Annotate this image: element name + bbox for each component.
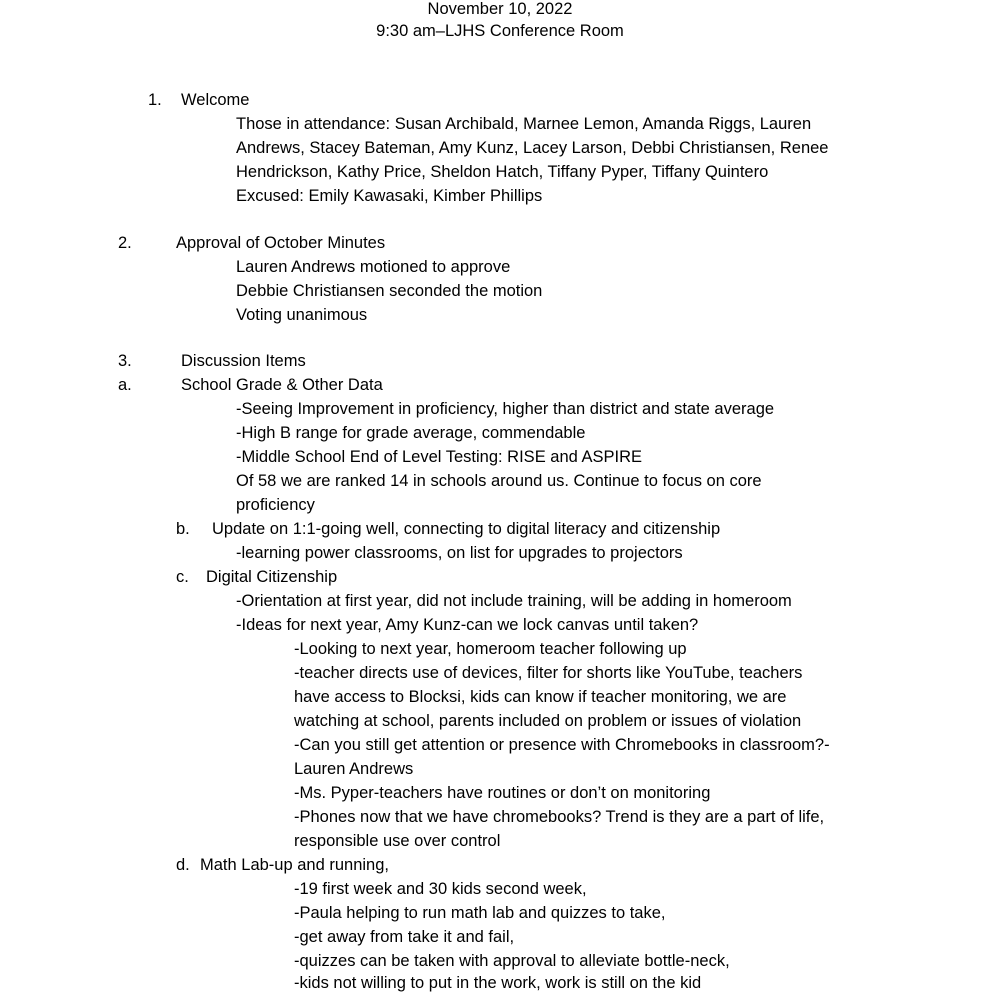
attendance-line: Hendrickson, Kathy Price, Sheldon Hatch, Tiffany Pyper, Tiffany Quintero bbox=[236, 163, 769, 181]
digital-citizenship-subline: -teacher directs use of devices, filter for shorts like YouTube, teachers bbox=[294, 664, 803, 682]
one-to-one-title: Update on 1:1-going well, connecting to digital literacy and citizenship bbox=[212, 520, 721, 538]
attendance-line: Those in attendance: Susan Archibald, Marnee Lemon, Amanda Riggs, Lauren bbox=[236, 115, 812, 133]
excused-line: Excused: Emily Kawasaki, Kimber Phillips bbox=[236, 187, 543, 205]
school-grade-title: School Grade & Other Data bbox=[181, 376, 383, 394]
math-lab-line: -19 first week and 30 kids second week, bbox=[294, 880, 587, 898]
subitem-marker-b: b. bbox=[176, 520, 190, 538]
digital-citizenship-line: -Ideas for next year, Amy Kunz-can we lock canvas until taken? bbox=[236, 616, 699, 634]
math-lab-line: -kids not willing to put in the work, work is still on the kid bbox=[294, 974, 702, 992]
meeting-date: November 10, 2022 bbox=[427, 0, 573, 18]
subitem-marker-a: a. bbox=[118, 376, 132, 394]
digital-citizenship-subline: have access to Blocksi, kids can know if teacher monitoring, we are bbox=[294, 688, 787, 706]
one-to-one-line: -learning power classrooms, on list for upgrades to projectors bbox=[236, 544, 683, 562]
digital-citizenship-line: -Orientation at first year, did not include training, will be adding in homeroom bbox=[236, 592, 792, 610]
school-grade-line: -Seeing Improvement in proficiency, higher than district and state average bbox=[236, 400, 775, 418]
item-number-2: 2. bbox=[118, 234, 132, 252]
school-grade-line: -Middle School End of Level Testing: RISE and ASPIRE bbox=[236, 448, 643, 466]
approval-line: Debbie Christiansen seconded the motion bbox=[236, 282, 543, 300]
meeting-time-location: 9:30 am–LJHS Conference Room bbox=[376, 22, 624, 40]
math-lab-title: Math Lab-up and running, bbox=[200, 856, 389, 874]
item-number-1: 1. bbox=[148, 91, 162, 109]
approval-line: Voting unanimous bbox=[236, 306, 368, 324]
digital-citizenship-subline: watching at school, parents included on problem or issues of violation bbox=[294, 712, 802, 730]
approval-title: Approval of October Minutes bbox=[176, 234, 386, 252]
attendance-line: Andrews, Stacey Bateman, Amy Kunz, Lacey Larson, Debbi Christiansen, Renee bbox=[236, 139, 829, 157]
subitem-marker-c: c. bbox=[176, 568, 189, 586]
digital-citizenship-subline: responsible use over control bbox=[294, 832, 501, 850]
approval-line: Lauren Andrews motioned to approve bbox=[236, 258, 511, 276]
digital-citizenship-subline: -Can you still get attention or presence with Chromebooks in classroom?- bbox=[294, 736, 830, 754]
school-grade-line: proficiency bbox=[236, 496, 315, 514]
digital-citizenship-subline: -Looking to next year, homeroom teacher following up bbox=[294, 640, 687, 658]
school-grade-line: -High B range for grade average, commendable bbox=[236, 424, 586, 442]
math-lab-line: -get away from take it and fail, bbox=[294, 928, 515, 946]
digital-citizenship-title: Digital Citizenship bbox=[206, 568, 338, 586]
item-number-3: 3. bbox=[118, 352, 132, 370]
school-grade-line: Of 58 we are ranked 14 in schools around us. Continue to focus on core bbox=[236, 472, 762, 490]
math-lab-line: -Paula helping to run math lab and quizzes to take, bbox=[294, 904, 666, 922]
discussion-title: Discussion Items bbox=[181, 352, 306, 370]
digital-citizenship-subline: Lauren Andrews bbox=[294, 760, 414, 778]
subitem-marker-d: d. bbox=[176, 856, 190, 874]
digital-citizenship-subline: -Ms. Pyper-teachers have routines or don’t on monitoring bbox=[294, 784, 711, 802]
digital-citizenship-subline: -Phones now that we have chromebooks? Trend is they are a part of life, bbox=[294, 808, 825, 826]
welcome-title: Welcome bbox=[181, 91, 250, 109]
math-lab-line: -quizzes can be taken with approval to alleviate bottle-neck, bbox=[294, 952, 730, 970]
